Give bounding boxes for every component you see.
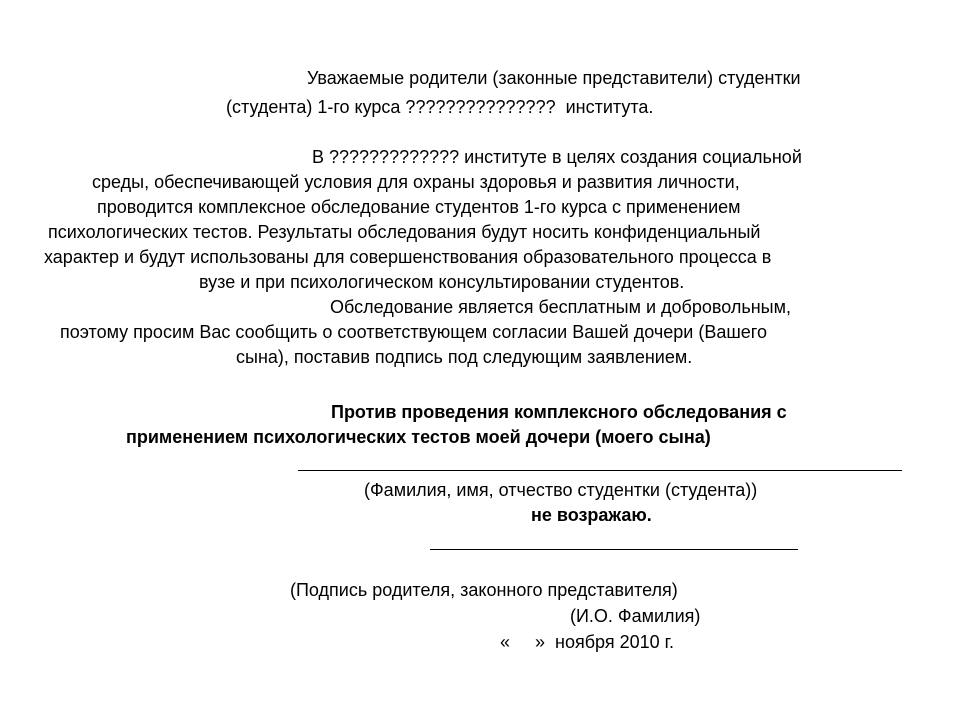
parent-signature-blank-line <box>430 549 798 550</box>
greeting-line-1: Уважаемые родители (законные представители) студентки <box>307 68 801 88</box>
body-line-2: среды, обеспечивающей условия для охраны здоровья и развития личности, <box>92 172 740 192</box>
decision-text: не возражаю. <box>531 505 652 525</box>
greeting-line-2: (студента) 1-го курса ??????????????? института. <box>226 97 654 117</box>
body-line-5: характер и будут использованы для совершенствования образовательного процесса в <box>44 247 772 267</box>
statement-heading-line-1: Против проведения комплексного обследования с <box>331 402 787 422</box>
body-line-9: сына), поставив подпись под следующим заявлением. <box>236 347 693 367</box>
date-line: « » ноября 2010 г. <box>500 632 675 652</box>
initials-caption: (И.О. Фамилия) <box>570 606 701 626</box>
statement-heading-line-2: применением психологических тестов моей дочери (моего сына) <box>126 427 711 447</box>
parent-signature-caption: (Подпись родителя, законного представителя) <box>290 580 678 600</box>
body-line-4: психологических тестов. Результаты обследования будут носить конфиденциальный <box>48 222 761 242</box>
body-line-7: Обследование является бесплатным и добровольным, <box>330 297 791 317</box>
body-line-3: проводится комплексное обследование студентов 1-го курса с применением <box>97 197 741 217</box>
student-name-blank-line <box>298 470 902 471</box>
body-line-1: В ????????????? институте в целях создания социальной <box>312 147 802 167</box>
body-line-8: поэтому просим Вас сообщить о соответствующем согласии Вашей дочери (Вашего <box>60 322 767 342</box>
student-name-caption: (Фамилия, имя, отчество студентки (студента)) <box>364 480 758 500</box>
body-line-6: вузе и при психологическом консультировании студентов. <box>199 272 685 292</box>
